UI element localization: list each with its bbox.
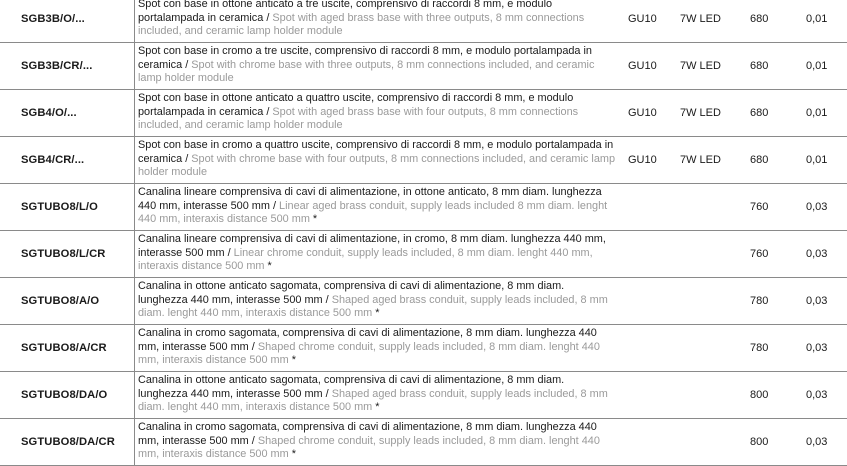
price: 680 [750,13,769,25]
product-code: SGTUBO8/L/O [21,201,98,213]
description-italian: Canalina in cromo sagomata, comprensiva di cavi di alimentazione, 8 mm diam. lunghezza 440 mm, interasse 500 mm / [138,327,597,353]
column-divider [134,43,135,89]
price: 680 [750,154,769,166]
footnote-mark: * [288,448,296,461]
price: 780 [750,342,769,354]
price: 760 [750,248,769,260]
footnote-mark: * [288,354,296,367]
table-row [0,278,847,325]
price: 800 [750,436,769,448]
column-divider [134,137,135,183]
column-divider [134,184,135,230]
socket-type: GU10 [628,154,657,166]
description-english: Spot with chrome base with three outputs, 8 mm connections included, and ceramic lamp holder module [138,58,595,85]
column-divider [134,325,135,371]
product-code: SGTUBO8/A/O [21,295,100,307]
weight: 0,03 [806,389,828,401]
lamp-type: 7W LED [680,107,721,119]
product-code: SGTUBO8/L/CR [21,248,106,260]
table-row [0,231,847,278]
weight: 0,03 [806,342,828,354]
product-code: SGB3B/O/... [21,13,85,25]
description-italian: Spot con base in cromo a tre uscite, comprensivo di raccordi 8 mm, e modulo portalampada in ceramica / [138,45,592,71]
weight: 0,03 [806,436,828,448]
table-row [0,325,847,372]
socket-type: GU10 [628,13,657,25]
description-italian: Canalina in ottone anticato sagomata, comprensiva di cavi di alimentazione, 8 mm diam. lunghezza 440 mm, interasse 500 mm / [138,280,565,306]
socket-type: GU10 [628,60,657,72]
description-italian: Canalina in ottone anticato sagomata, comprensiva di cavi di alimentazione, 8 mm diam. lunghezza 440 mm, interasse 500 mm / [138,374,565,400]
column-divider [134,0,135,42]
description-italian: Canalina in cromo sagomata, comprensiva di cavi di alimentazione, 8 mm diam. lunghezza 440 mm, interasse 500 mm / [138,421,597,447]
price: 680 [750,107,769,119]
weight: 0,01 [806,13,828,25]
footnote-mark: * [309,213,318,226]
table-row [0,372,847,419]
product-description [138,233,616,274]
column-divider [134,278,135,324]
product-description [138,139,616,180]
description-italian: Canalina lineare comprensiva di cavi di alimentazione, in ottone anticato, 8 mm diam. lunghezza 440 mm, interasse 500 mm / [138,186,602,212]
weight: 0,01 [806,60,828,72]
price: 760 [750,201,769,213]
lamp-type: 7W LED [680,154,721,166]
product-description [138,45,616,86]
lamp-type: 7W LED [680,60,721,72]
footnote-mark: * [372,401,380,414]
product-description [138,186,616,227]
table-row [0,90,847,137]
column-divider [134,419,135,465]
description-english: Shaped aged brass conduit, supply leads included, 8 mm diam. lenght 440 mm, interaxis distance 500 mm [138,387,608,414]
product-code: SGTUBO8/DA/CR [21,436,115,448]
product-description [138,0,616,39]
weight: 0,03 [806,248,828,260]
description-english: Spot with aged brass base with three outputs, 8 mm connections included, and ceramic lamp holder module [138,11,585,38]
lamp-type: 7W LED [680,13,721,25]
table-row [0,184,847,231]
product-description [138,280,616,321]
description-italian: Spot con base in ottone anticato a quattro uscite, comprensivo di raccordi 8 mm, e modulo portalampada in ceramica / [138,92,574,118]
weight: 0,01 [806,154,828,166]
product-description [138,421,616,462]
product-code: SGB3B/CR/... [21,60,93,72]
table-row [0,0,847,43]
description-english: Shaped chrome conduit, supply leads included, 8 mm diam. lenght 440 mm, interaxis distance 500 mm [138,340,600,367]
product-code: SGTUBO8/DA/O [21,389,108,401]
socket-type: GU10 [628,107,657,119]
description-english: Shaped aged brass conduit, supply leads included, 8 mm diam. lenght 440 mm, interaxis distance 500 mm [138,293,608,320]
price: 800 [750,389,769,401]
weight: 0,03 [806,295,828,307]
product-code: SGB4/CR/... [21,154,85,166]
product-description [138,92,616,133]
column-divider [134,231,135,277]
table-row [0,43,847,90]
description-italian: Spot con base in ottone anticato a tre uscite, comprensivo di raccordi 8 mm, e modulo portalampada in ceramica / [138,0,553,24]
weight: 0,03 [806,201,828,213]
description-english: Spot with aged brass base with four outputs, 8 mm connections included, and ceramic lamp holder module [138,105,579,132]
description-english: Shaped chrome conduit, supply leads included, 8 mm diam. lenght 440 mm, interaxis distance 500 mm [138,434,600,461]
description-english: Linear chrome conduit, supply leads included, 8 mm diam. lenght 440 mm, interaxis distance 500 mm [138,246,593,273]
product-code: SGTUBO8/A/CR [21,342,107,354]
price: 680 [750,60,769,72]
description-english: Linear aged brass conduit, supply leads included 8 mm diam. lenght 440 mm, interaxis distance 500 mm [138,199,608,226]
column-divider [134,372,135,418]
table-row [0,419,847,466]
price: 780 [750,295,769,307]
description-italian: Spot con base in cromo a quattro uscite, comprensivo di raccordi 8 mm, e modulo portalampada in ceramica / [138,139,614,165]
footnote-mark: * [264,260,272,273]
description-english: Spot with chrome base with four outputs, 8 mm connections included, and ceramic lamp holder module [138,152,616,179]
column-divider [134,90,135,136]
footnote-mark: * [372,307,380,320]
product-description [138,327,616,368]
table-row [0,137,847,184]
description-italian: Canalina lineare comprensiva di cavi di alimentazione, in cromo, 8 mm diam. lunghezza 440 mm, interasse 500 mm / [138,233,606,259]
product-code: SGB4/O/... [21,107,77,119]
product-description [138,374,616,415]
weight: 0,01 [806,107,828,119]
